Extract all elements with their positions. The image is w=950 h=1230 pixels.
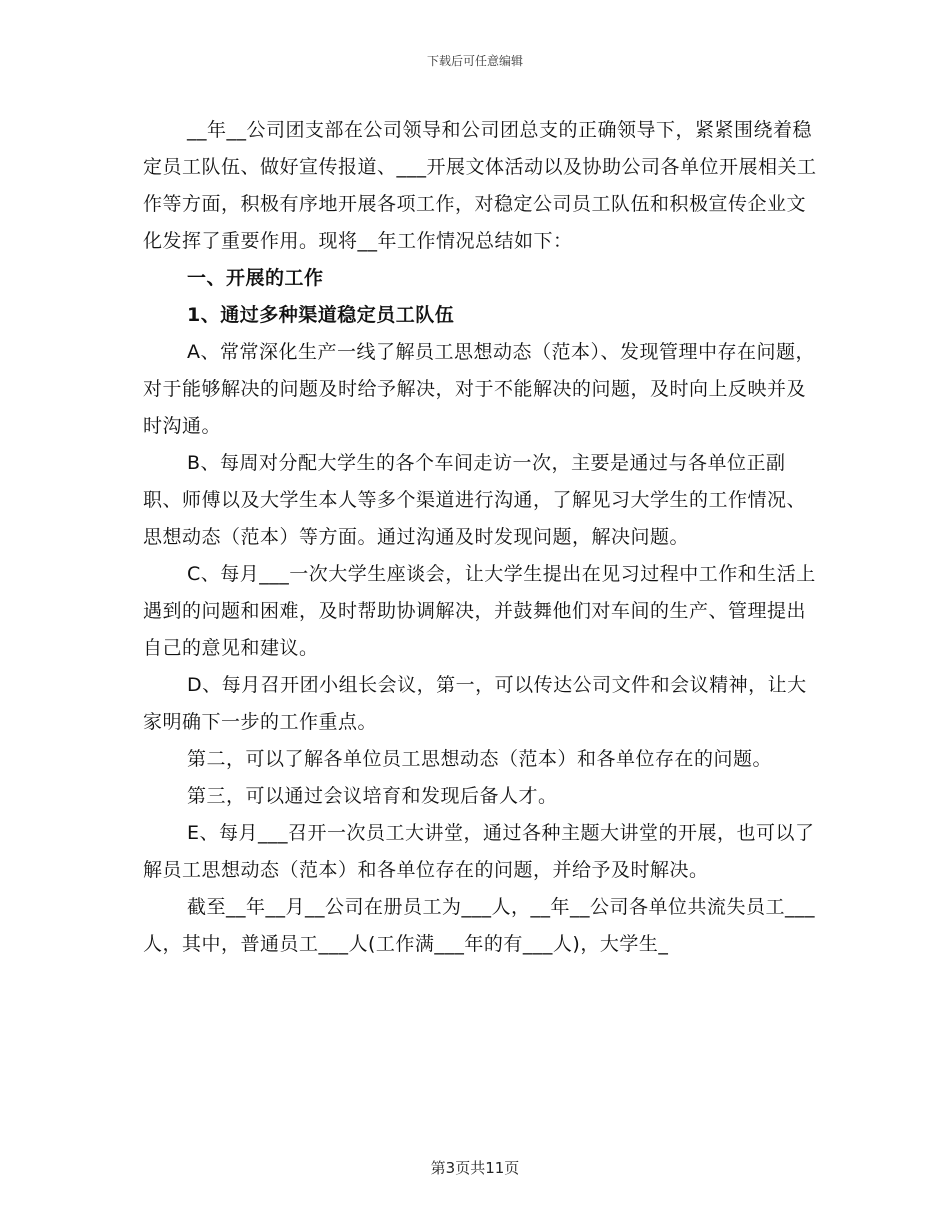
item-d-second-paragraph: 第二，可以了解各单位员工思想动态（范本）和各单位存在的问题。	[187, 748, 773, 770]
item-c-paragraph: C、每月___一次大学生座谈会，让大学生提出在见习过程中工作和生活上遇到的问题和困难，及时帮助协调解决，并鼓舞他们对车间的生产、管理提出自己的意见和建议。	[143, 563, 816, 659]
item-b-paragraph: B、每周对分配大学生的各个车间走访一次，主要是通过与各单位正副职、师傅以及大学生本人等多个渠道进行沟通，了解见习大学生的工作情况、思想动态（范本）等方面。通过沟通及时发现问题，解决问题。	[143, 452, 807, 548]
statistics-paragraph: 截至__年__月__公司在册员工为___人，__年__公司各单位共流失员工___人，其中，普通员工___人(工作满___年的有___人)，大学生_	[143, 896, 816, 955]
section-heading: 一、开展的工作	[187, 267, 324, 289]
item-a-paragraph: A、常常深化生产一线了解员工思想动态（范本）、发现管理中存在问题，对于能够解决的问题及时给予解决，对于不能解决的问题，及时向上反映并及时沟通。	[143, 341, 815, 437]
page-header: 下载后可任意编辑	[426, 54, 523, 68]
intro-paragraph: __年__公司团支部在公司领导和公司团总支的正确领导下，紧紧围绕着稳定员工队伍、做好宣传报道、___开展文体活动以及协助公司各单位开展相关工作等方面，积极有序地开展各项工作，对稳定公司员工队伍和积极宣传企业文化发挥了重要作用。现将__年工作情况总结如下：	[143, 119, 817, 252]
subsection-heading: 1、通过多种渠道稳定员工队伍	[187, 304, 455, 326]
document-body	[143, 112, 823, 963]
item-e-paragraph: E、每月___召开一次员工大讲堂，通过各种主题大讲堂的开展，也可以了解员工思想动态（范本）和各单位存在的问题，并给予及时解决。	[143, 822, 815, 881]
item-d-third-paragraph: 第三，可以通过会议培育和发现后备人才。	[187, 785, 558, 807]
page-footer: 第3页共11页	[430, 1159, 520, 1177]
item-d-paragraph: D、每月召开团小组长会议，第一，可以传达公司文件和会议精神，让大家明确下一步的工作重点。	[143, 674, 807, 733]
